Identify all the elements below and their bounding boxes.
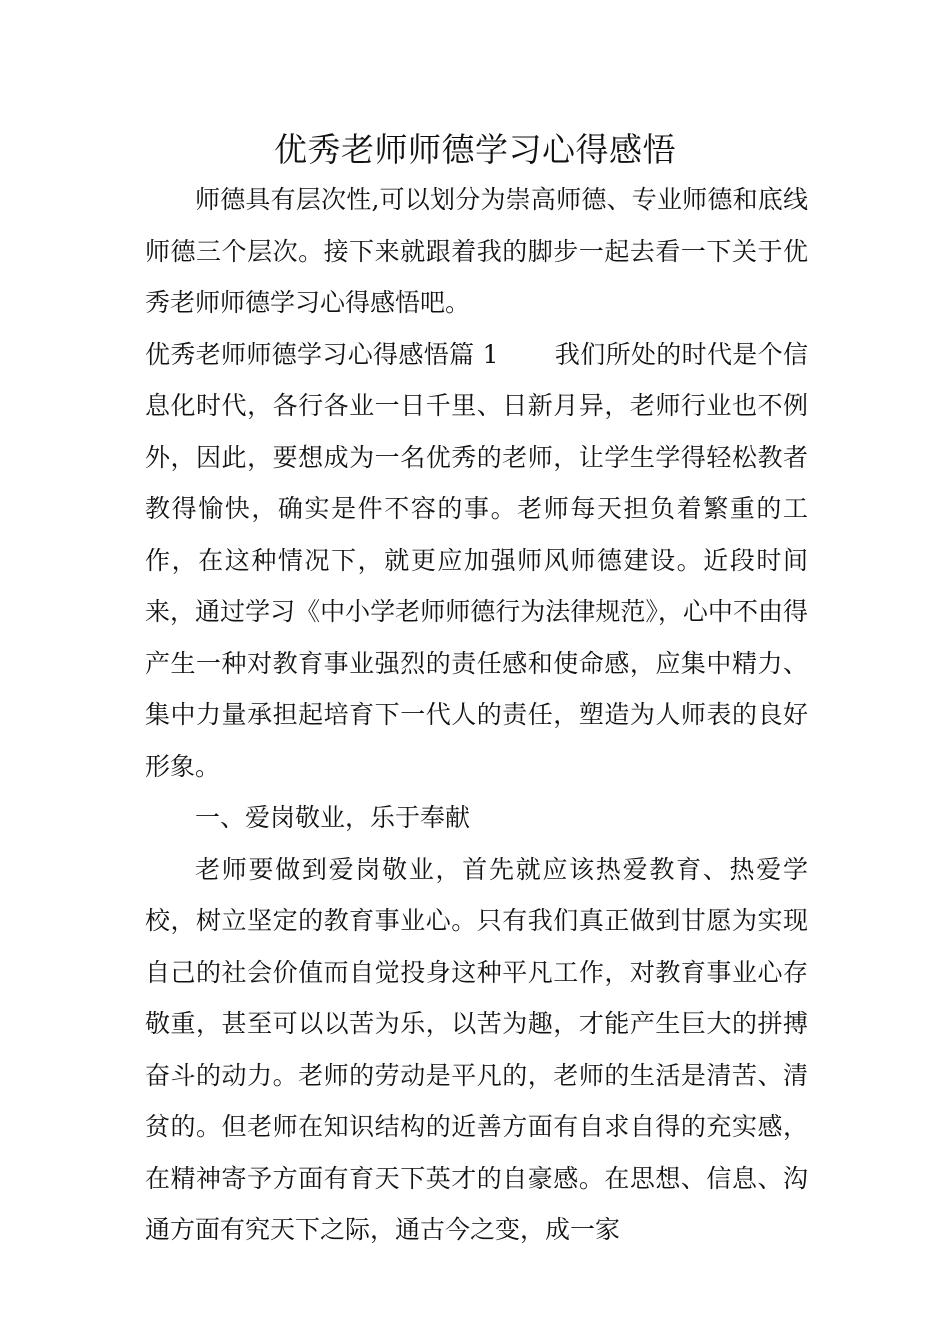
document-body	[145, 174, 808, 1256]
section-heading: 一、爱岗敬业，乐于奉献	[195, 803, 471, 832]
section-paragraph: 老师要做到爱岗敬业，首先就应该热爱教育、热爱学校，树立坚定的教育事业心。只有我们真正做到甘愿为实现自己的社会价值而自觉投身这种平凡工作，对教育事业心存敬重，甚至可以以苦为乐，以苦为趣，才能产生巨大的拼搏奋斗的动力。老师的劳动是平凡的，老师的生活是清苦、清贫的。但老师在知识结构的近善方面有自求自得的充实感，在精神寄予方面有育天下英才的自豪感。在思想、信息、沟通方面有究天下之际，通古今之变，成一家	[145, 854, 808, 1244]
article-first-paragraph-block	[145, 329, 808, 793]
article-heading: 优秀老师师德学习心得感悟篇 1	[145, 339, 499, 369]
intro-paragraph: 师德具有层次性,可以划分为崇高师德、专业师德和底线师德三个层次。接下来就跟着我的脚步一起去看一下关于优秀老师师德学习心得感悟吧。	[145, 185, 808, 317]
article-first-paragraph: 我们所处的时代是个信息化时代，各行各业一日千里、日新月异，老师行业也不例外，因此，要想成为一名优秀的老师，让学生学得轻松教者教得愉快，确实是件不容的事。老师每天担负着繁重的工作，在这种情况下，就更应加强师风师德建设。近段时间来，通过学习《中小学老师师德行为法律规范》，心中不由得产生一种对教育事业强烈的责任感和使命感，应集中精力、集中力量承担起培育下一代人的责任，塑造为人师表的良好形象。	[145, 339, 808, 781]
document-title: 优秀老师师德学习心得感悟	[274, 130, 676, 169]
